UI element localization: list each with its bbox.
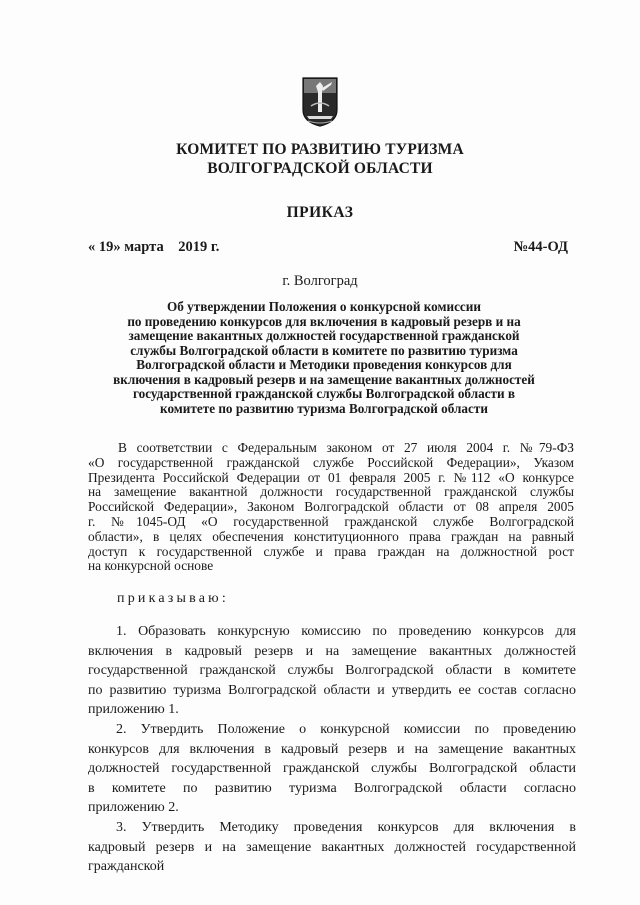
ordered-word: приказываю: xyxy=(117,591,229,606)
item-3-line: кадровый резерв и на замещение вакантных должностей государственной xyxy=(88,839,576,855)
item-1-line: государственной гражданской службы Волгоградской области в комитете xyxy=(88,663,576,679)
item-2-line: конкурсов для включения в кадровый резерв и на замещение вакантных xyxy=(88,741,576,757)
coat-of-arms-icon xyxy=(301,76,339,128)
item-2-line: приложению 2. xyxy=(88,800,179,816)
title-line: Волгоградской области и Методики проведения конкурсов для xyxy=(136,357,512,372)
item-1-line: приложению 1. xyxy=(88,702,179,718)
title-line: по проведению конкурсов для включения в кадровый резерв и на xyxy=(127,313,521,329)
preamble-line: «О государственной гражданской службе Российской Федерации», Указом xyxy=(88,454,574,470)
title-line: Об утверждении Положения о конкурсной комиссии xyxy=(167,299,481,314)
org-name-line-2: ВОЛГОГРАДСКОЙ ОБЛАСТИ xyxy=(207,160,433,177)
org-name-line-1: КОМИТЕТ ПО РАЗВИТИЮ ТУРИЗМА xyxy=(176,141,464,158)
document-type: ПРИКАЗ xyxy=(286,204,354,221)
title-line: замещение вакантных должностей государственной гражданской xyxy=(128,328,520,343)
preamble-line: г. №1045-ОД «О государственной гражданской службе Волгоградской xyxy=(88,513,574,529)
document-date: « 19» марта 2019 г. xyxy=(88,239,220,255)
preamble-line: В соответствии с Федеральным законом от 27 июля 2004 г. №79-ФЗ xyxy=(118,440,574,455)
preamble-line: доступ к государственной службе и права граждан на должностной рост xyxy=(88,543,574,559)
title-line: комитете по развитию туризма Волгоградской области xyxy=(160,400,488,416)
document-title xyxy=(84,300,564,416)
preamble-line: Президента Российской Федерации от 01 февраля 2005 г. №112 «О конкурсе xyxy=(88,469,574,485)
item-2-line: 2. Утвердить Положение о конкурсной комиссии по проведению xyxy=(116,721,576,737)
title-line: государственной гражданской службы Волгоградской области в xyxy=(132,386,516,401)
preamble-line: Российской Федерации», Законом Волгоградской области от 08 апреля 2005 xyxy=(88,499,574,515)
document-city: г. Волгоград xyxy=(282,273,358,289)
title-line: включения в кадровый резерв и на замещение вакантных должностей xyxy=(113,371,535,387)
document-number: №44-ОД xyxy=(513,239,568,255)
preamble-line: на замещение вакантной должности государственной гражданской службы xyxy=(88,484,574,500)
item-2-line: в комитете по развитию туризма Волгоградской области согласно xyxy=(88,780,576,796)
preamble-line: области», в целях обеспечения конституционного права граждан на равный xyxy=(88,528,574,544)
item-1-line: по развитию туризма Волгоградской области и утвердить ее состав согласно xyxy=(88,682,576,698)
title-line: службы Волгоградской области в комитете по развитию туризма xyxy=(130,342,518,358)
item-2-line: должностей государственной гражданской службы Волгоградской области xyxy=(88,761,576,777)
item-3-line: гражданской xyxy=(88,859,165,875)
preamble-line: на конкурсной основе xyxy=(88,558,214,574)
order-items xyxy=(88,622,576,877)
item-1-line: включения в кадровый резерв и на замещение вакантных должностей xyxy=(88,643,576,659)
item-1-line: 1. Образовать конкурсную комиссию по проведению конкурсов для xyxy=(116,624,576,639)
item-3-line: 3. Утвердить Методику проведения конкурсов для включения в xyxy=(116,819,576,835)
preamble-paragraph xyxy=(88,441,574,574)
